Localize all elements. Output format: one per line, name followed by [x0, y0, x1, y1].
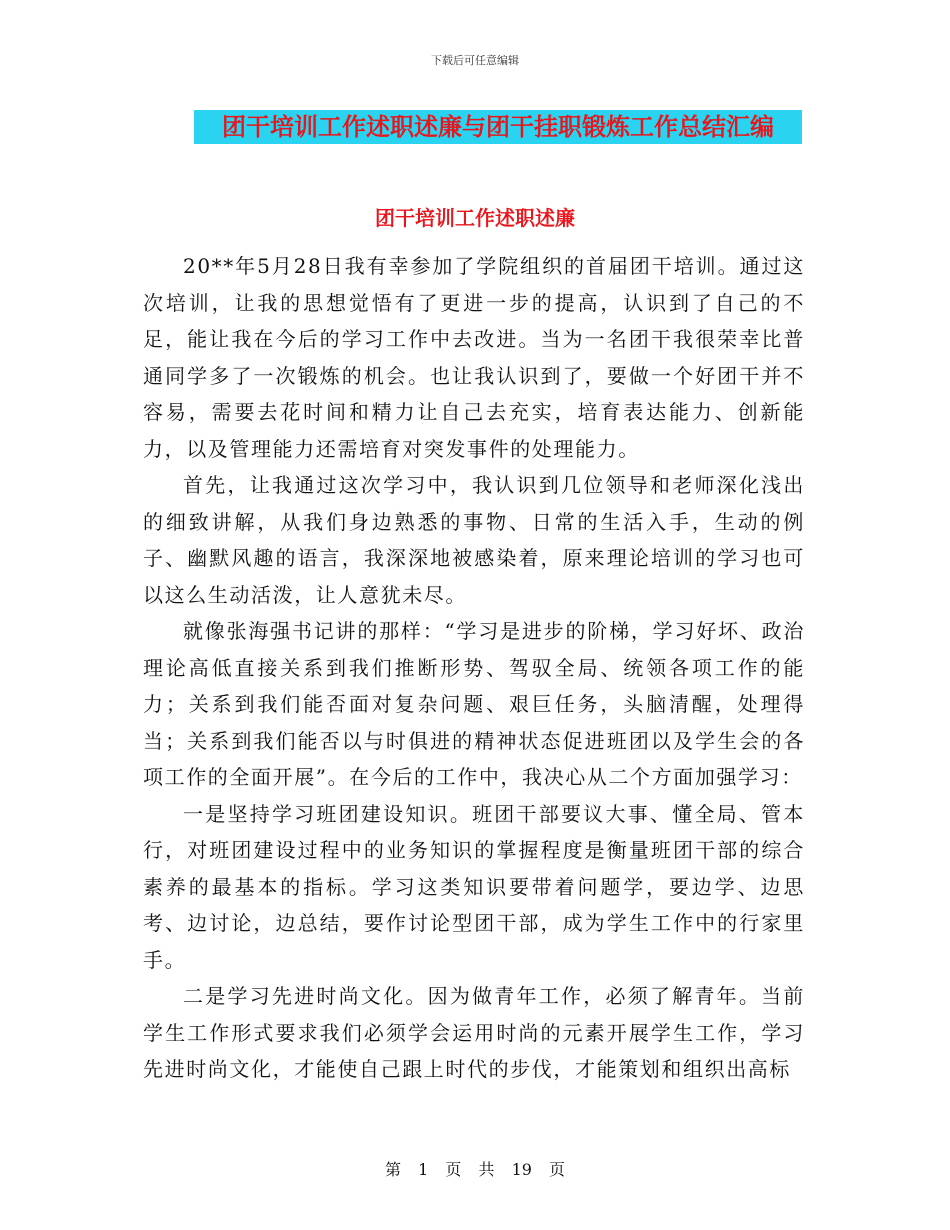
paragraph: 首先，让我通过这次学习中，我认识到几位领导和老师深化浅出的细致讲解，从我们身边熟悉的事物、日常的生活入手，生动的例子、幽默风趣的语言，我深深地被感染着，原来理论培训的学习也可以这么生动活泼，让人意犹未尽。 [143, 473, 805, 607]
header-note: 下载后可任意编辑 [431, 54, 519, 67]
section-title: 团干培训工作述职述廉 [375, 206, 575, 230]
page-label-prefix: 第 [384, 1160, 401, 1179]
total-label: 共 [478, 1160, 495, 1179]
paragraph: 二是学习先进时尚文化。因为做青年工作，必须了解青年。当前学生工作形式要求我们必须学会运用时尚的元素开展学生工作，学习先进时尚文化，才能使自己跟上时代的步伐，才能策划和组织出高标 [143, 984, 805, 1081]
body-text [143, 248, 805, 1088]
main-title: 团干培训工作述职述廉与团干挂职锻炼工作总结汇编 [222, 113, 774, 141]
paragraph: 就像张海强书记讲的那样：“学习是进步的阶梯，学习好坏、政治理论高低直接关系到我们推断形势、驾驭全局、统领各项工作的能力；关系到我们能否面对复杂问题、艰巨任务，头脑清醒，处理得当；关系到我们能否以与时俱进的精神状态促进班团以及学生会的各项工作的全面开展”。在今后的工作中，我决心从二个方面加强学习： [143, 619, 805, 789]
page-footer [0, 1157, 950, 1180]
paragraph: 一是坚持学习班团建设知识。班团干部要议大事、懂全局、管本行，对班团建设过程中的业务知识的掌握程度是衡量班团干部的综合素养的最基本的指标。学习这类知识要带着问题学，要边学、边思考、边讨论，边总结，要作讨论型团干部，成为学生工作中的行家里手。 [143, 801, 805, 972]
page-label-suffix: 页 [549, 1160, 566, 1179]
current-page-number: 1 [418, 1160, 429, 1179]
paragraph: 20**年5月28日我有幸参加了学院组织的首届团干培训。通过这次培训，让我的思想觉悟有了更进一步的提高，认识到了自己的不足，能让我在今后的学习工作中去改进。当为一名团干我很荣幸比普通同学多了一次锻炼的机会。也让我认识到了，要做一个好团干并不容易，需要去花时间和精力让自己去充实，培育表达能力、创新能力，以及管理能力还需培育对突发事件的处理能力。 [143, 254, 805, 461]
page-label-mid: 页 [445, 1160, 462, 1179]
total-pages-number: 19 [511, 1160, 532, 1179]
